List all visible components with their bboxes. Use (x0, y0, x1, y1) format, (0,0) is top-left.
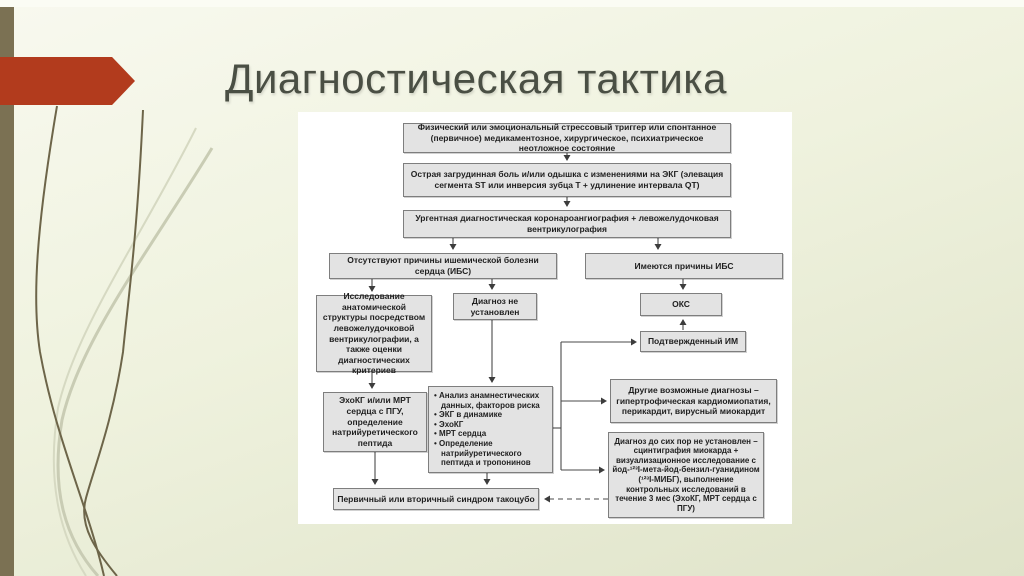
slide-title: Диагностическая тактика (225, 55, 727, 102)
flow-box-takotsubo: Первичный или вторичный синдром такоцубо (333, 488, 539, 510)
flow-box-confirmed-mi: Подтвержденный ИМ (640, 331, 746, 352)
flow-box-chest-pain: Острая загрудинная боль и/или одышка с изменениями на ЭКГ (элевация сегмента ST или инверсия зубца T + удлинение интервала QT) (403, 163, 731, 197)
flow-box-cad-causes: Имеются причины ИБС (585, 253, 783, 279)
flow-box-no-cad-causes: Отсутствуют причины ишемической болезни сердца (ИБС) (329, 253, 557, 279)
flow-box-scintigraphy: Диагноз до сих пор не установлен – сцинтиграфия миокарда + визуализационное исследование с йод-¹²³I-мета-йод-бензил-гуанидином (¹²³I-МИБГ), выполнение контрольных исследований в течение 3 мес (ЭхоКГ, МРТ сердца с ПГУ) (608, 432, 764, 518)
flow-box-other-diagnoses: Другие возможные диагнозы – гипертрофическая кардиомиопатия, перикардит, вирусный миокардит (610, 379, 777, 423)
flow-box-no-diagnosis: Диагноз не установлен (453, 293, 537, 320)
flow-box-workup-list: • Анализ анамнестических данных, факторов риска • ЭКГ в динамике • ЭхоКГ • МРТ сердца • Определение натрийуретического пептида и тропонинов (428, 386, 553, 473)
flow-box-coronary-angiography: Ургентная диагностическая коронароангиография + левожелудочковая вентрикулография (403, 210, 731, 238)
flow-box-anatomy-study: Исследование анатомической структуры посредством левожелудочковой вентрикулографии, а также оценки диагностических критериев (316, 295, 432, 372)
flow-box-acs: ОКС (640, 293, 722, 316)
flow-box-trigger: Физический или эмоциональный стрессовый триггер или спонтанное (первичное) медикаментозное, хирургическое, психиатрическое неотложное состояние (403, 123, 731, 153)
title-arrow-shape (0, 57, 135, 105)
flowchart-panel (298, 112, 792, 524)
top-highlight-strip (0, 0, 1024, 7)
flow-box-echo-mri: ЭхоКГ и/или МРТ сердца с ПГУ, определение натрийуретического пептида (323, 392, 427, 452)
